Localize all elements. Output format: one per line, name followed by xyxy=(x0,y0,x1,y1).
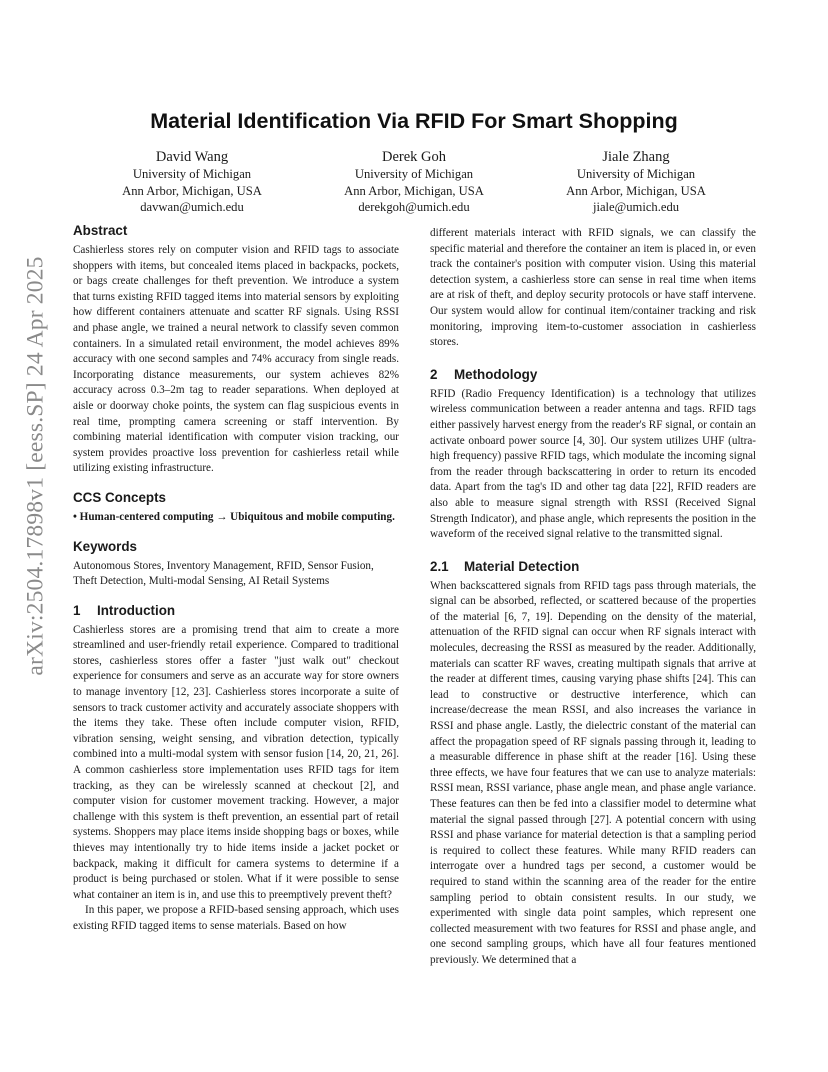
ccs-heading: CCS Concepts xyxy=(73,489,167,505)
material-detection-heading xyxy=(430,558,756,575)
introduction-paragraph: Cashierless stores are a promising trend that aim to create a more streamlined and user-friendly retail experience. Compared to traditional stores, cashierless stores offer a faster "just walk out" checkout experience for consumers and serve as an accurate way for store owners to manage inventory [12, 23]. Cashierless stores incorporate a suite of sensors to track customer activity and accurately associate shoppers with the items they take. These often include computer vision, RFID, vibration sensing, weight sensing, and vibration detection, typically combined into a multi-modal system with sensor fusion [14, 20, 21, 26]. A common cashierless store implementation uses RFID tags for item tracking, as they can be wirelessly scanned at checkout [2], and computer vision for customer movement tracking. However, a major challenge with this system is theft prevention, an essential part of retail systems. Shoppers may place items inside shopping bags or boxes, while thieves may intentionally try to hide items inside a jacket pocket or backpack, making it difficult for camera systems to determine if a product is being purchased or stolen. What if it were possible to sense what container an item is in, and use this to preemptively prevent theft? xyxy=(73,623,399,901)
author-name: David Wang xyxy=(155,149,229,165)
paper-title: Material Identification Via RFID For Smart Shopping xyxy=(150,109,678,133)
left-column xyxy=(73,222,399,935)
author-location: Ann Arbor, Michigan, USA xyxy=(566,183,706,198)
material-detection-text: When backscattered signals from RFID tags pass through materials, the signal can be absorbed, reflected, or scattered because of the properties of the material [6, 7, 19]. Depending on the density of the material, attenuation of the RFID signal can occur when RF signals interact with molecules, decreasing the RSSI as measured by the reader. Additionally, materials can scatter RF waves, creating multipath signals that arrive at the reader at different times, causing varying phase shifts [24]. This can lead to constructive or destructive interference, which can increase/decrease the mean RSSI, and also increases the variance in RSSI and phase angle. Lastly, the dielectric constant of the material can affect the propagation speed of RF signals passing through it, leading to a measurable difference in phase shift at the reader [16]. Using these three effects, we have four features that we can use to analyze materials: RSSI mean, RSSI variance, phase angle mean, and phase angle variance. These features can then be fed into a classifier model to determine what material the signal passed through [27]. A potential concern with using RSSI and phase variance for material detection is that a sampling period is required to collect these features. While many RFID readers can interrogate over a hundred tags per second, a customer would be required to stand within the scanning area of the reader for the entire sampling period to obtain consistent results. In our study, we experimented with single data point samples, which represent one collected measurement with two features for RSSI and phase angle, and one second sampling groups, which have all four features mentioned previously. We determined that a xyxy=(430,579,756,966)
author-block xyxy=(77,148,307,216)
arxiv-identifier: arXiv:2504.17898v1 [eess.SP] 24 Apr 2025 xyxy=(22,256,49,676)
keywords-text: Autonomous Stores, Inventory Management, RFID, Sensor Fusion, Theft Detection, Multi-modal Sensing, AI Retail Systems xyxy=(73,559,374,588)
section-title: Introduction xyxy=(97,602,176,618)
section-title: Material Detection xyxy=(464,558,580,574)
right-column xyxy=(430,226,756,969)
methodology-text: RFID (Radio Frequency Identification) is a technology that utilizes wireless communication between a reader antenna and tags. RFID tags either passively harvest energy from the reader's RF signal, or contain an activate onboard power source [4, 30]. Our system utilizes UHF (ultra-high frequency) passive RFID tags, which modulate the incoming signal from the reader through backscattering in order to return its encoded data. Apart from the tag's ID and other tag data [22], RFID readers are also able to measure signal strength with RSSI (Received Signal Strength Indicator), and phase angle, which represents the position in the waveform of the received signal relative to the transmitted signal. xyxy=(430,387,756,541)
author-block xyxy=(299,148,529,216)
abstract-text: Cashierless stores rely on computer vision and RFID tags to associate shoppers with items, but concealed items placed in backpacks, pockets, or bags create challenges for theft prevention. We introduce a system that turns existing RFID tagged items into material sensors by exploiting how different containers attenuate and scatter RF signals. Using RSSI and phase angle, we trained a neural network to classify seven common containers. In a simulated retail environment, the model achieves 89% accuracy with one second samples and 74% accuracy from single reads. Incorporating distance measurements, our system achieves 82% accuracy across 0.3–2m tag to reader separations. When deployed at aisle or doorway choke points, the system can flag suspicious events in real time, prompting camera screening or staff intervention. By combining material identification with computer vision tracking, our system provides proactive loss prevention for cashierless retail while utilizing existing infrastructure. xyxy=(73,244,399,475)
methodology-heading xyxy=(430,366,756,383)
author-affiliation: University of Michigan xyxy=(354,167,474,181)
author-email: davwan@umich.edu xyxy=(140,200,244,215)
section-number: 2.1 xyxy=(430,558,449,574)
author-affiliation: University of Michigan xyxy=(576,167,696,181)
introduction-heading xyxy=(73,602,399,619)
section-number: 2 xyxy=(430,366,438,382)
author-email: jiale@umich.edu xyxy=(592,200,680,215)
author-location: Ann Arbor, Michigan, USA xyxy=(122,183,262,198)
author-affiliation: University of Michigan xyxy=(132,167,252,181)
author-email: derekgoh@umich.edu xyxy=(358,200,470,215)
arxiv-stamp xyxy=(16,0,56,1072)
author-name: Jiale Zhang xyxy=(602,149,670,165)
introduction-paragraph-continued: different materials interact with RFID signals, we can classify the specific material and therefore the container an item is placed in, or even track the container's position with computer vision. Using this material detection system, a cashierless store can sense in real time when items are at risk of theft, and deploy security protocols or have staff intervene. Our system would allow for continual item/container tracking and risk monitoring, improving item-to-customer association in cashierless stores. xyxy=(430,227,756,349)
ccs-text: • Human-centered computing → Ubiquitous and mobile computing. xyxy=(73,510,395,523)
author-block xyxy=(521,148,751,216)
introduction-paragraph: In this paper, we propose a RFID-based sensing approach, which uses existing RFID tagged items to sense materials. Based on how xyxy=(73,904,399,932)
author-name: Derek Goh xyxy=(381,149,447,165)
keywords-heading: Keywords xyxy=(73,538,137,554)
abstract-heading: Abstract xyxy=(73,223,128,238)
section-title: Methodology xyxy=(454,366,538,382)
section-number: 1 xyxy=(73,602,81,618)
author-location: Ann Arbor, Michigan, USA xyxy=(344,183,484,198)
